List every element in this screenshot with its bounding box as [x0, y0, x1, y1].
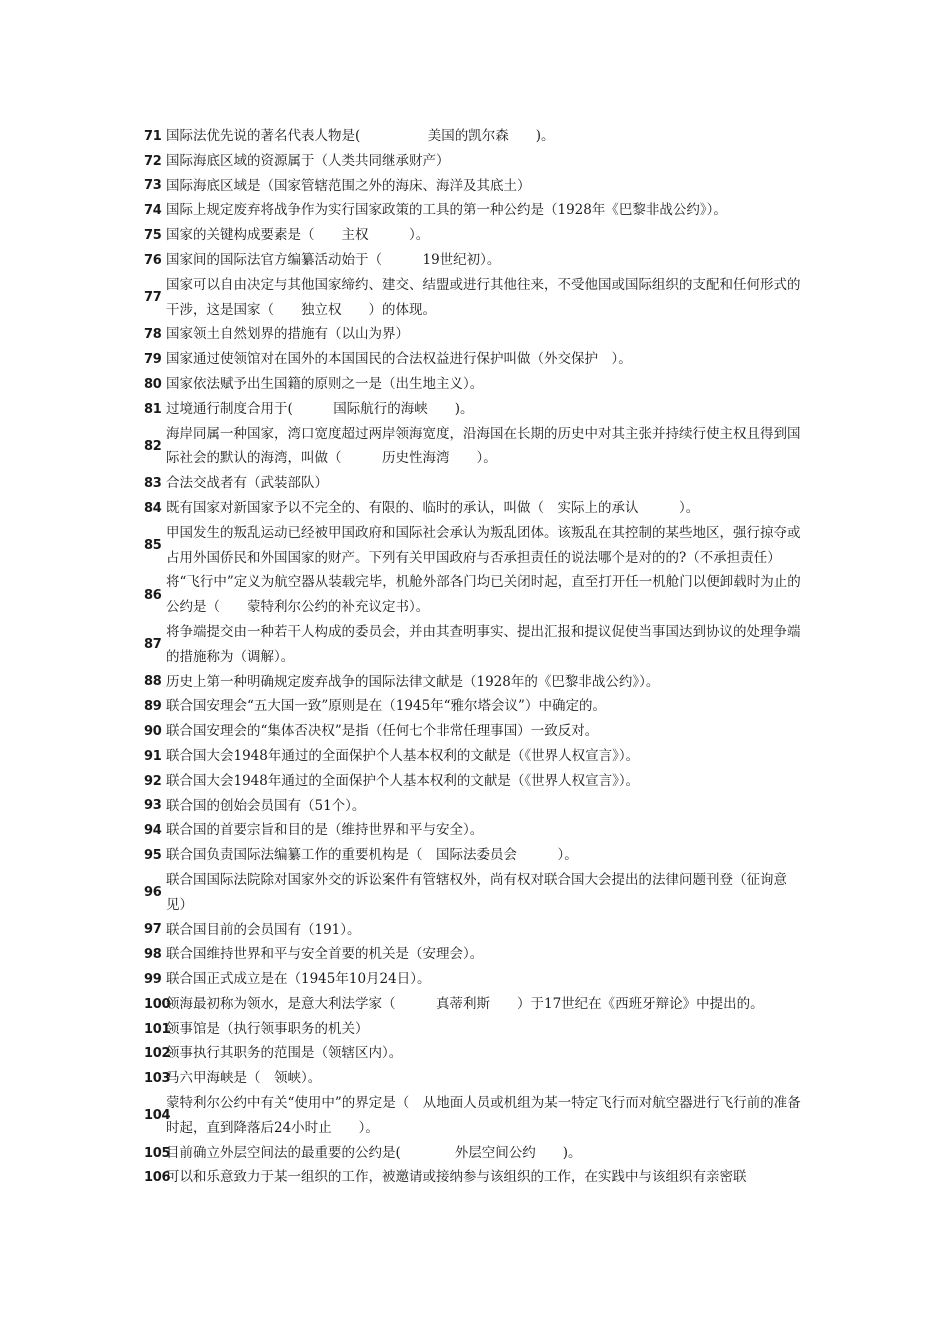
list-item: [144, 174, 806, 199]
item-number: 77: [144, 290, 162, 306]
item-text: 目前确立外层空间法的最重要的公约是( 外层空间公约 )。: [166, 1144, 582, 1161]
item-number: 91: [144, 748, 162, 764]
list-item: [144, 397, 806, 422]
list-item: [144, 248, 806, 273]
item-number: 83: [144, 476, 162, 492]
item-text: 既有国家对新国家予以不完全的、有限的、临时的承认，叫做（ 实际上的承认 ）。: [166, 499, 700, 516]
list-item: [144, 967, 806, 992]
item-number: 102: [144, 1046, 171, 1062]
item-number: 74: [144, 203, 162, 219]
list-item: [144, 694, 806, 719]
item-number: 79: [144, 352, 162, 368]
item-text: 将争端提交由一种若干人构成的委员会，并由其查明事实、提出汇报和提议促使当事国达到协议的处理争端的措施称为（调解）。: [166, 623, 801, 665]
item-text: 国家的关键构成要素是（ 主权 ）。: [166, 227, 430, 244]
item-text: 联合国大会1948年通过的全面保护个人基本权利的文献是（《世界人权宣言》）。: [166, 747, 640, 764]
item-number: 92: [144, 773, 162, 789]
item-number: 71: [144, 128, 162, 144]
list-item: [144, 570, 806, 620]
item-number: 99: [144, 971, 162, 987]
item-text: 将“飞行中”定义为航空器从装载完毕，机舱外部各门均已关闭时起，直至打开任一机舱门以便卸载时为止的公约是（ 蒙特利尔公约的补充议定书）。: [166, 574, 801, 616]
item-text: 国家通过使领馆对在国外的本国国民的合法权益进行保护叫做（外交保护 ）。: [166, 351, 632, 368]
item-number: 88: [144, 674, 162, 690]
list-item: [144, 1017, 806, 1042]
item-text: 蒙特利尔公约中有关“使用中”的界定是（ 从地面人员或机组为某一特定飞行而对航空器进行飞行前的准备时起，直到降落后24小时止 ）。: [166, 1095, 801, 1136]
item-number: 103: [144, 1071, 171, 1087]
list-item: [144, 992, 806, 1017]
item-number: 87: [144, 637, 162, 653]
list-item: [144, 620, 806, 670]
item-number: 80: [144, 376, 162, 392]
list-item: [144, 496, 806, 521]
item-text: 海岸同属一种国家，湾口宽度超过两岸领海宽度，沿海国在长期的历史中对其主张并持续行使主权且得到国际社会的默认的海湾，叫做（ 历史性海湾 ）。: [166, 425, 801, 467]
item-text: 国际上规定废弃将战争作为实行国家政策的工具的第一种公约是（1928年《巴黎非战公约》）。: [166, 202, 727, 219]
list-item: [144, 521, 806, 571]
item-text: 联合国安理会的“集体否决权”是指（任何七个非常任理事国）一致反对。: [166, 723, 599, 740]
list-item: [144, 843, 806, 868]
list-item: [144, 347, 806, 372]
item-text: 联合国目前的会员国有（191）。: [166, 921, 361, 938]
list-item: [144, 818, 806, 843]
list-item: [144, 273, 806, 323]
item-text: 过境通行制度合用于( 国际航行的海峡 )。: [166, 400, 474, 417]
list-item: [144, 1165, 806, 1190]
list-item: [144, 149, 806, 174]
list-item: [144, 198, 806, 223]
list-item: [144, 471, 806, 496]
item-number: 76: [144, 252, 162, 268]
item-text: 联合国正式成立是在（1945年10月24日）。: [166, 971, 431, 988]
item-text: 国际海底区域的资源属于（人类共同继承财产）: [166, 152, 450, 169]
item-text: 国际海底区域是（国家管辖范围之外的海床、海洋及其底土）: [166, 177, 531, 194]
list-item: [144, 794, 806, 819]
list-item: [144, 1141, 806, 1166]
item-number: 93: [144, 798, 162, 814]
item-text: 领事馆是（执行领事职务的机关）: [166, 1020, 369, 1037]
list-item: [144, 124, 806, 149]
question-list: [144, 124, 806, 1190]
item-text: 联合国的创始会员国有（51个）。: [166, 797, 366, 814]
item-number: 82: [144, 438, 162, 454]
item-text: 联合国维持世界和平与安全首要的机关是（安理会）。: [166, 946, 484, 963]
item-text: 历史上第一种明确规定废弃战争的国际法律文献是（1928年的《巴黎非战公约》）。: [166, 673, 660, 690]
item-text: 国家间的国际法官方编纂活动始于（ 19世纪初）。: [166, 251, 501, 268]
item-number: 78: [144, 327, 162, 343]
item-text: 联合国负责国际法编纂工作的重要机构是（ 国际法委员会 ）。: [166, 847, 578, 864]
item-number: 94: [144, 823, 162, 839]
item-text: 国际法优先说的著名代表人物是( 美国的凯尔森 )。: [166, 128, 555, 144]
item-number: 81: [144, 401, 162, 417]
list-item: [144, 372, 806, 397]
item-text: 甲国发生的叛乱运动已经被甲国政府和国际社会承认为叛乱团体。该叛乱在其控制的某些地区，强行掠夺或占用外国侨民和外国国家的财产。下列有关甲国政府与否承担责任的说法哪个是对的的?（不承担责任）: [166, 524, 801, 566]
item-number: 101: [144, 1021, 171, 1037]
list-item: [144, 322, 806, 347]
list-item: [144, 918, 806, 943]
list-item: [144, 942, 806, 967]
item-text: 领事执行其职务的范围是（领辖区内）。: [166, 1045, 403, 1062]
item-number: 73: [144, 178, 162, 194]
item-number: 96: [144, 885, 162, 901]
item-text: 马六甲海峡是（ 领峡）。: [166, 1070, 322, 1087]
list-item: [144, 1066, 806, 1091]
item-number: 106: [144, 1170, 171, 1186]
item-number: 97: [144, 922, 162, 938]
list-item: [144, 1091, 806, 1141]
item-number: 89: [144, 699, 162, 715]
item-number: 72: [144, 153, 162, 169]
list-item: [144, 868, 806, 918]
item-number: 100: [144, 996, 171, 1012]
item-text: 可以和乐意致力于某一组织的工作，被邀请或接纳参与该组织的工作，在实践中与该组织有亲密联: [166, 1169, 747, 1186]
item-text: 国家可以自由决定与其他国家缔约、建交、结盟或进行其他往来，不受他国或国际组织的支配和任何形式的干涉，这是国家（ 独立权 ）的体现。: [166, 276, 801, 318]
item-number: 75: [144, 228, 162, 244]
item-text: 联合国的首要宗旨和目的是（维持世界和平与安全）。: [166, 822, 484, 839]
list-item: [144, 223, 806, 248]
item-text: 合法交战者有（武装部队）: [166, 475, 328, 492]
item-number: 105: [144, 1145, 171, 1161]
item-text: 联合国安理会“五大国一致”原则是在（1945年“雅尔塔会议”）中确定的。: [166, 698, 606, 715]
list-item: [144, 719, 806, 744]
list-item: [144, 744, 806, 769]
item-number: 84: [144, 500, 162, 516]
list-item: [144, 422, 806, 472]
item-text: 国家领土自然划界的措施有（以山为界）: [166, 326, 409, 343]
list-item: [144, 769, 806, 794]
list-item: [144, 1041, 806, 1066]
item-number: 85: [144, 538, 162, 554]
item-text: 领海最初称为领水，是意大利法学家（ 真蒂利斯 ）于17世纪在《西班牙辩论》中提出的。: [166, 995, 764, 1012]
item-number: 104: [144, 1108, 171, 1124]
item-number: 95: [144, 848, 162, 863]
item-text: 联合国国际法院除对国家外交的诉讼案件有管辖权外，尚有权对联合国大会提出的法律问题刊登（征询意见）: [166, 871, 787, 913]
list-item: [144, 670, 806, 695]
item-number: 90: [144, 724, 162, 740]
item-number: 98: [144, 947, 162, 963]
item-text: 联合国大会1948年通过的全面保护个人基本权利的文献是（《世界人权宣言》）。: [166, 772, 640, 789]
item-text: 国家依法赋予出生国籍的原则之一是（出生地主义）。: [166, 375, 484, 392]
item-number: 86: [144, 587, 162, 603]
